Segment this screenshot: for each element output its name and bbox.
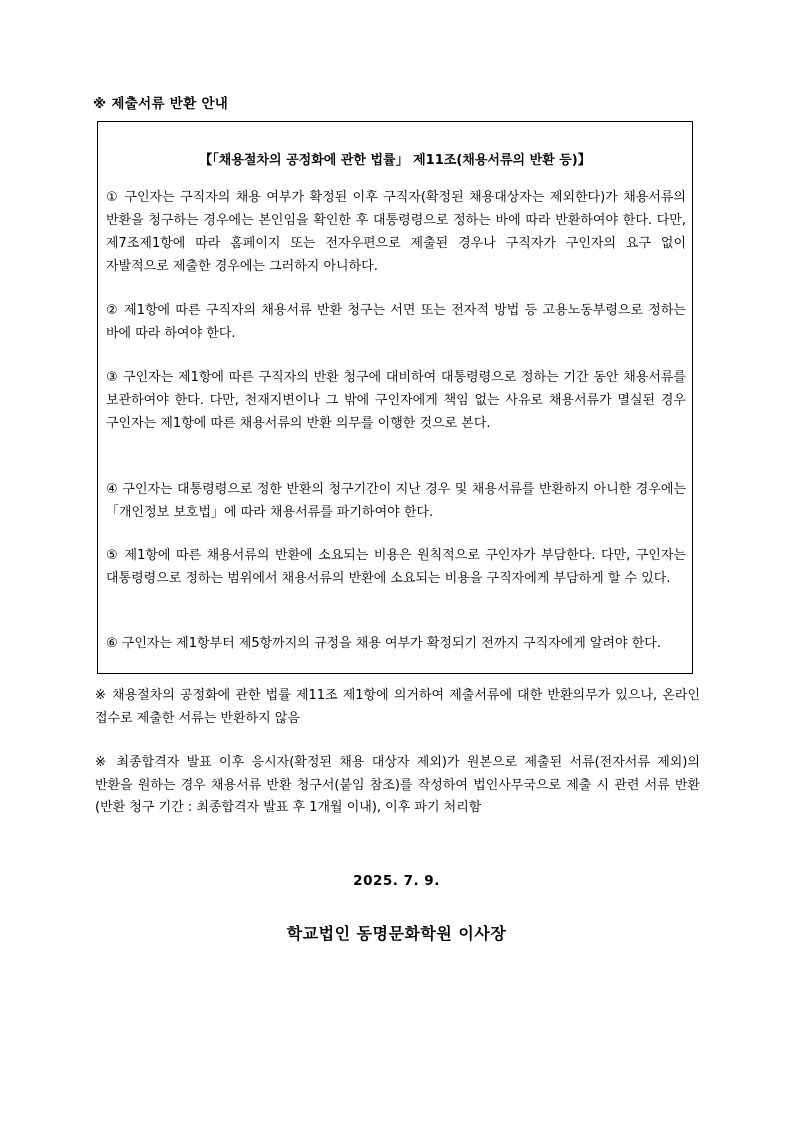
law-clause-5: ⑤ 제1항에 따른 채용서류의 반환에 소요되는 비용은 원칙적으로 구인자가 부담한다. 다만, 구인자는 대통령령으로 정하는 범위에서 채용서류의 반환에 소요되는 비용을 구직자에게 부담하게 할 수 있다. [106,548,686,586]
note-return-request: ※ 최종합격자 발표 이후 응시자(확정된 채용 대상자 제외)가 원본으로 제출된 서류(전자서류 제외)의 반환을 원하는 경우 채용서류 반환 청구서(붙임 참조)를 작성하여 법인사무국으로 제출 시 관련 서류 반환(반환 청구 기간 : 최종합격자 발표 후 1개월 이내), 이후 파기 처리함 [95,755,700,815]
note-online-submission: ※ 채용절차의 공정화에 관한 법률 제11조 제1항에 의거하여 제출서류에 대한 반환의무가 있으나, 온라인 접수로 제출한 서류는 반환하지 않음 [95,688,700,726]
page-heading: ※ 제출서류 반환 안내 [93,96,229,112]
law-clause-2: ② 제1항에 따른 구직자의 채용서류 반환 청구는 서면 또는 전자적 방법 등 고용노동부령으로 정하는 바에 따라 하여야 한다. [106,303,686,341]
law-excerpt-box [97,121,693,674]
law-clause-4: ④ 구인자는 대통령령으로 정한 반환의 청구기간이 지난 경우 및 채용서류를 반환하지 아니한 경우에는「개인정보 보호법」에 따라 채용서류를 파기하여야 한다. [106,482,686,520]
law-clause-6: ⑥ 구인자는 제1항부터 제5항까지의 규정을 채용 여부가 확정되기 전까지 구직자에게 알려야 한다. [106,636,661,651]
law-title: 【「채용절차의 공정화에 관한 법률」 제11조(채용서류의 반환 등)】 [199,153,591,168]
law-clause-1: ① 구인자는 구직자의 채용 여부가 확정된 이후 구직자(확정된 채용대상자는 제외한다)가 채용서류의 반환을 청구하는 경우에는 본인임을 확인한 후 대통령령으로 정하는 바에 따라 반환하여야 한다. 다만, 제7조제1항에 따라 홈페이지 또는 전자우편으로 제출된 경우나 구직자가 구인자의 요구 없이 자발적으로 제출한 경우에는 그러하지 아니하다. [106,190,686,274]
issuer-signature: 학교법인 동명문화학원 이사장 [286,924,507,943]
law-clause-3: ③ 구인자는 제1항에 따른 구직자의 반환 청구에 대비하여 대통령령으로 정하는 기간 동안 채용서류를 보관하여야 한다. 다만, 천재지변이나 그 밖에 구인자에게 책임 없는 사유로 채용서류가 멸실된 경우 구인자는 제1항에 따른 채용서류의 반환 의무를 이행한 것으로 본다. [106,370,686,431]
document-date: 2025. 7. 9. [353,873,440,889]
